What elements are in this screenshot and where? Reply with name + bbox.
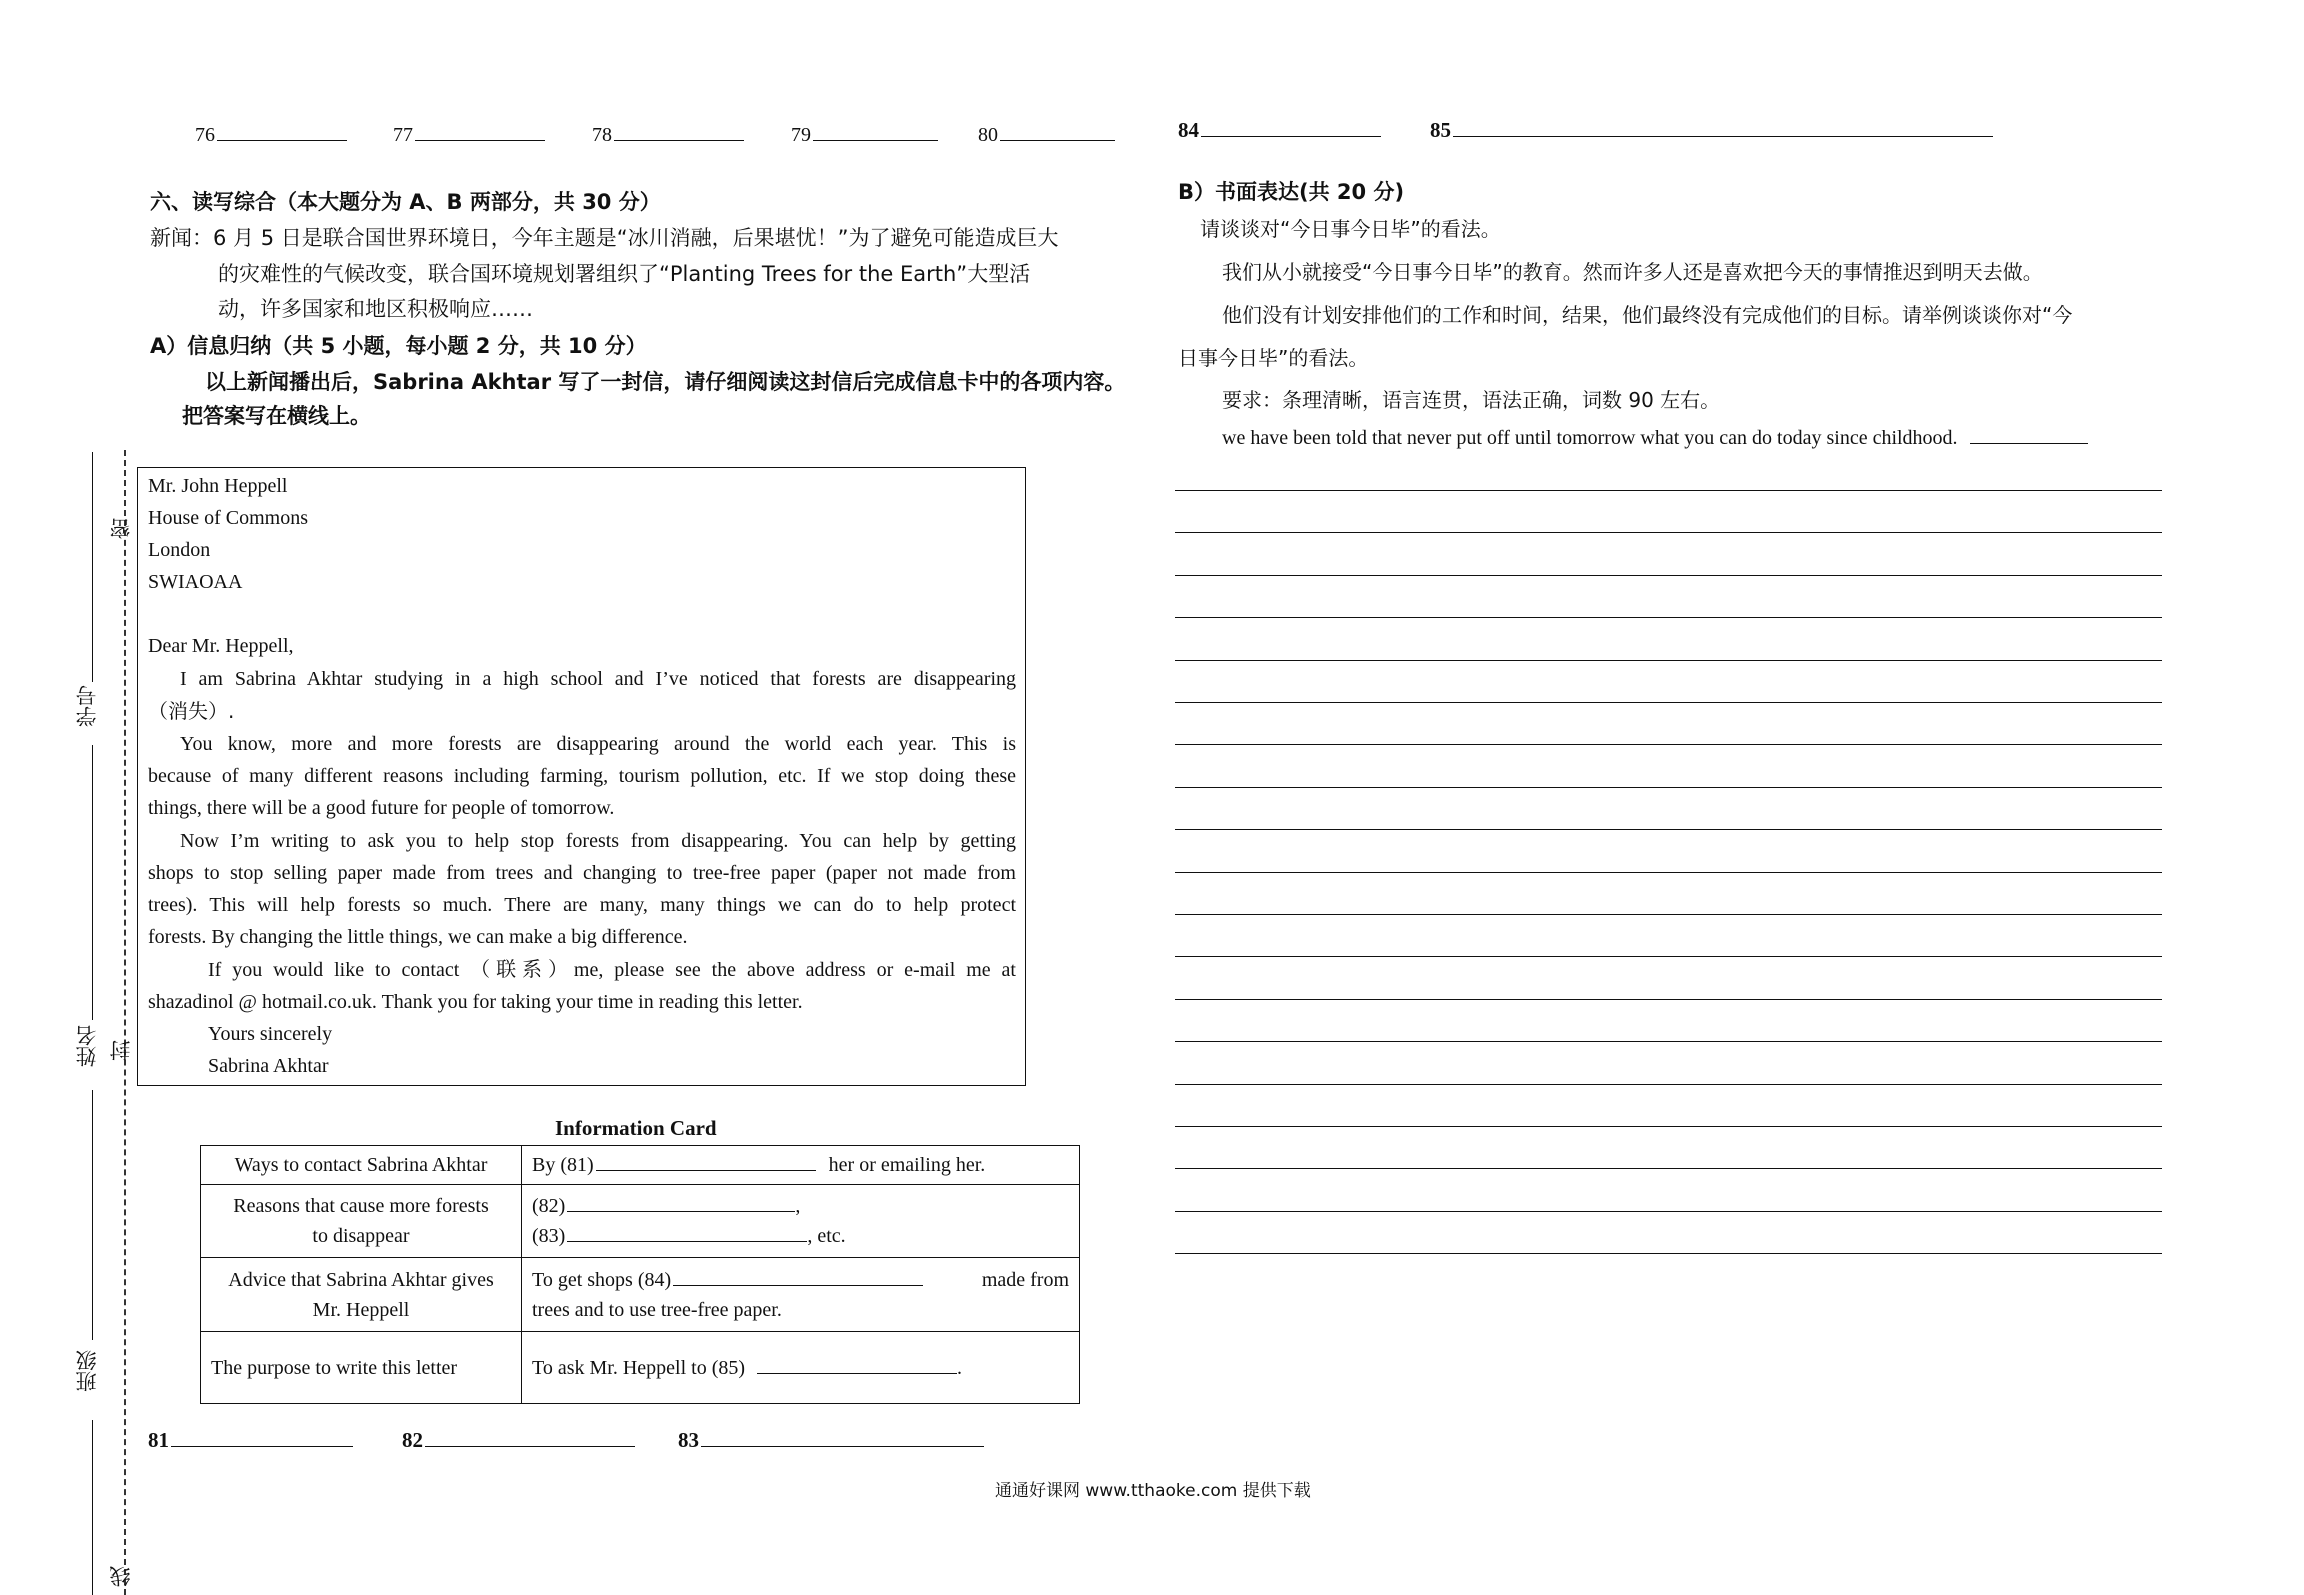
label-xian: 线 [109,1566,133,1587]
card-title: Information Card [555,1116,717,1140]
blank-84[interactable] [673,1284,923,1286]
part-a-instruction-1: 以上新闻播出后，Sabrina Akhtar 写了一封信，请仔细阅读这封信后完成信息卡中的各项内容。 [205,370,1126,394]
card-label: The purpose to write this letter [201,1332,522,1404]
card-answer: By (81) her or emailing her. [522,1146,1080,1185]
writing-line[interactable] [1175,532,2162,533]
information-card-table [200,1145,1080,1404]
card-row [201,1146,1080,1185]
letter-p3-line-2: shops to stop selling paper made from trees and changing to tree-free paper (paper not made from [148,862,1016,884]
blank-77[interactable]: 77 [393,124,545,147]
blank-85-answer[interactable]: 85 [1430,118,1993,143]
section-6-title: 六、读写综合（本大题分为 A、B 两部分，共 30 分） [150,190,661,214]
card-answer: To get shops (84) made from trees and to use tree-free paper. [522,1258,1080,1332]
letter-p3-line-3: trees). This will help forests so much. There are many, many things we can do to help protect [148,894,1016,916]
writing-line[interactable] [1175,787,2162,788]
label-mi: 密 [109,518,133,539]
blank-81-answer[interactable]: 81 [148,1428,353,1453]
letter-p4-line-1: If you would like to contact （联系）me, please see the above address or e-mail me at [208,959,1016,981]
binding-rule [92,1090,93,1340]
letter-p2-line-2: because of many different reasons including farming, tourism pollution, etc. If we stop doing these [148,765,1016,787]
card-answer: To ask Mr. Heppell to (85) . [522,1332,1080,1404]
letter-p2-line-1: You know, more and more forests are disappearing around the world each year. This is [180,733,1016,755]
writing-line[interactable] [1175,914,2162,915]
part-b-line-3: 他们没有计划安排他们的工作和时间，结果，他们最终没有完成他们的目标。请举例谈谈你对“今 [1222,303,2073,327]
writing-line[interactable] [1175,1126,2162,1127]
blank-82-answer[interactable]: 82 [402,1428,635,1453]
news-line-1: 新闻：6 月 5 日是联合国世界环境日，今年主题是“冰川消融，后果堪忧！”为了避免可能造成巨大 [150,226,1059,250]
writing-line[interactable] [1175,1084,2162,1085]
letter-address-4: SWIAOAA [148,571,243,593]
news-line-2: 的灾难性的气候改变，联合国环境规划署组织了“Planting Trees for the Earth”大型活 [218,262,1031,286]
letter-p3-line-1: Now I’m writing to ask you to help stop forests from disappearing. You can help by getting [180,830,1016,852]
letter-greeting: Dear Mr. Heppell, [148,635,294,657]
writing-line[interactable] [1175,999,2162,1000]
card-row [201,1185,1080,1258]
writing-line[interactable] [1175,1041,2162,1042]
blank-83-answer[interactable]: 83 [678,1428,984,1453]
letter-p1-line-2: （消失）. [148,699,235,723]
letter-p4-line-2: shazadinol @ hotmail.co.uk. Thank you for taking your time in reading this letter. [148,991,803,1013]
label-xuehao: 学号 [75,685,99,727]
letter-address-3: London [148,539,211,561]
writing-line[interactable] [1175,1168,2162,1169]
binding-rule [92,452,93,682]
writing-line[interactable] [1175,575,2162,576]
writing-line[interactable] [1970,442,2088,444]
page-footer: 通通好课网 www.tthaoke.com 提供下载 [995,1481,1311,1501]
part-b-line-4: 日事今日毕”的看法。 [1178,346,1369,370]
blank-85[interactable] [757,1372,957,1374]
card-label: Advice that Sabrina Akhtar gives Mr. Heppell [201,1258,522,1332]
blank-83[interactable] [567,1240,807,1242]
writing-line[interactable] [1175,829,2162,830]
writing-line[interactable] [1175,490,2162,491]
card-label: Reasons that cause more forests to disappear [201,1185,522,1258]
blank-80[interactable]: 80 [978,124,1115,147]
letter-address-1: Mr. John Heppell [148,475,288,497]
label-xingming: 姓名 [75,1025,99,1067]
card-label: Ways to contact Sabrina Akhtar [201,1146,522,1185]
part-b-line-2: 我们从小就接受“今日事今日毕”的教育。然而许多人还是喜欢把今天的事情推迟到明天去做。 [1222,260,2043,284]
writing-line[interactable] [1175,702,2162,703]
letter-p1-line-1: I am Sabrina Akhtar studying in a high school and I’ve noticed that forests are disappearing [180,668,1016,690]
blank-78[interactable]: 78 [592,124,744,147]
card-answer: (82) , (83) , etc. [522,1185,1080,1258]
part-b-line-1: 请谈谈对“今日事今日毕”的看法。 [1200,217,1501,241]
writing-line[interactable] [1175,617,2162,618]
blank-84-answer[interactable]: 84 [1178,118,1381,143]
blank-81[interactable] [596,1169,816,1171]
label-feng: 封 [109,1040,133,1061]
part-b-title: B）书面表达(共 20 分) [1178,180,1405,204]
writing-line[interactable] [1175,744,2162,745]
label-banji: 班级 [75,1350,99,1392]
part-b-starter-sentence: we have been told that never put off until tomorrow what you can do today since childhood. [1222,427,2088,450]
writing-line[interactable] [1175,1253,2162,1254]
writing-line[interactable] [1175,956,2162,957]
blank-82[interactable] [567,1210,795,1212]
letter-closing: Yours sincerely [208,1023,333,1045]
binding-dashed-line [124,450,126,1595]
writing-line[interactable] [1175,872,2162,873]
letter-address-2: House of Commons [148,507,308,529]
letter-p2-line-3: things, there will be a good future for people of tomorrow. [148,797,615,819]
card-row [201,1258,1080,1332]
part-b-requirements: 要求：条理清晰，语言连贯，语法正确，词数 90 左右。 [1222,388,1721,412]
blank-79[interactable]: 79 [791,124,938,147]
card-row [201,1332,1080,1404]
news-line-3: 动，许多国家和地区积极响应…… [218,297,533,321]
writing-line[interactable] [1175,1211,2162,1212]
letter-p3-line-4: forests. By changing the little things, we can make a big difference. [148,926,688,948]
writing-line[interactable] [1175,660,2162,661]
binding-rule [92,1420,93,1595]
part-a-instruction-2: 把答案写在横线上。 [182,404,371,428]
part-a-title: A）信息归纳（共 5 小题，每小题 2 分，共 10 分） [150,334,647,358]
binding-rule [92,745,93,1020]
letter-signature: Sabrina Akhtar [208,1055,329,1077]
blank-76[interactable]: 76 [195,124,347,147]
